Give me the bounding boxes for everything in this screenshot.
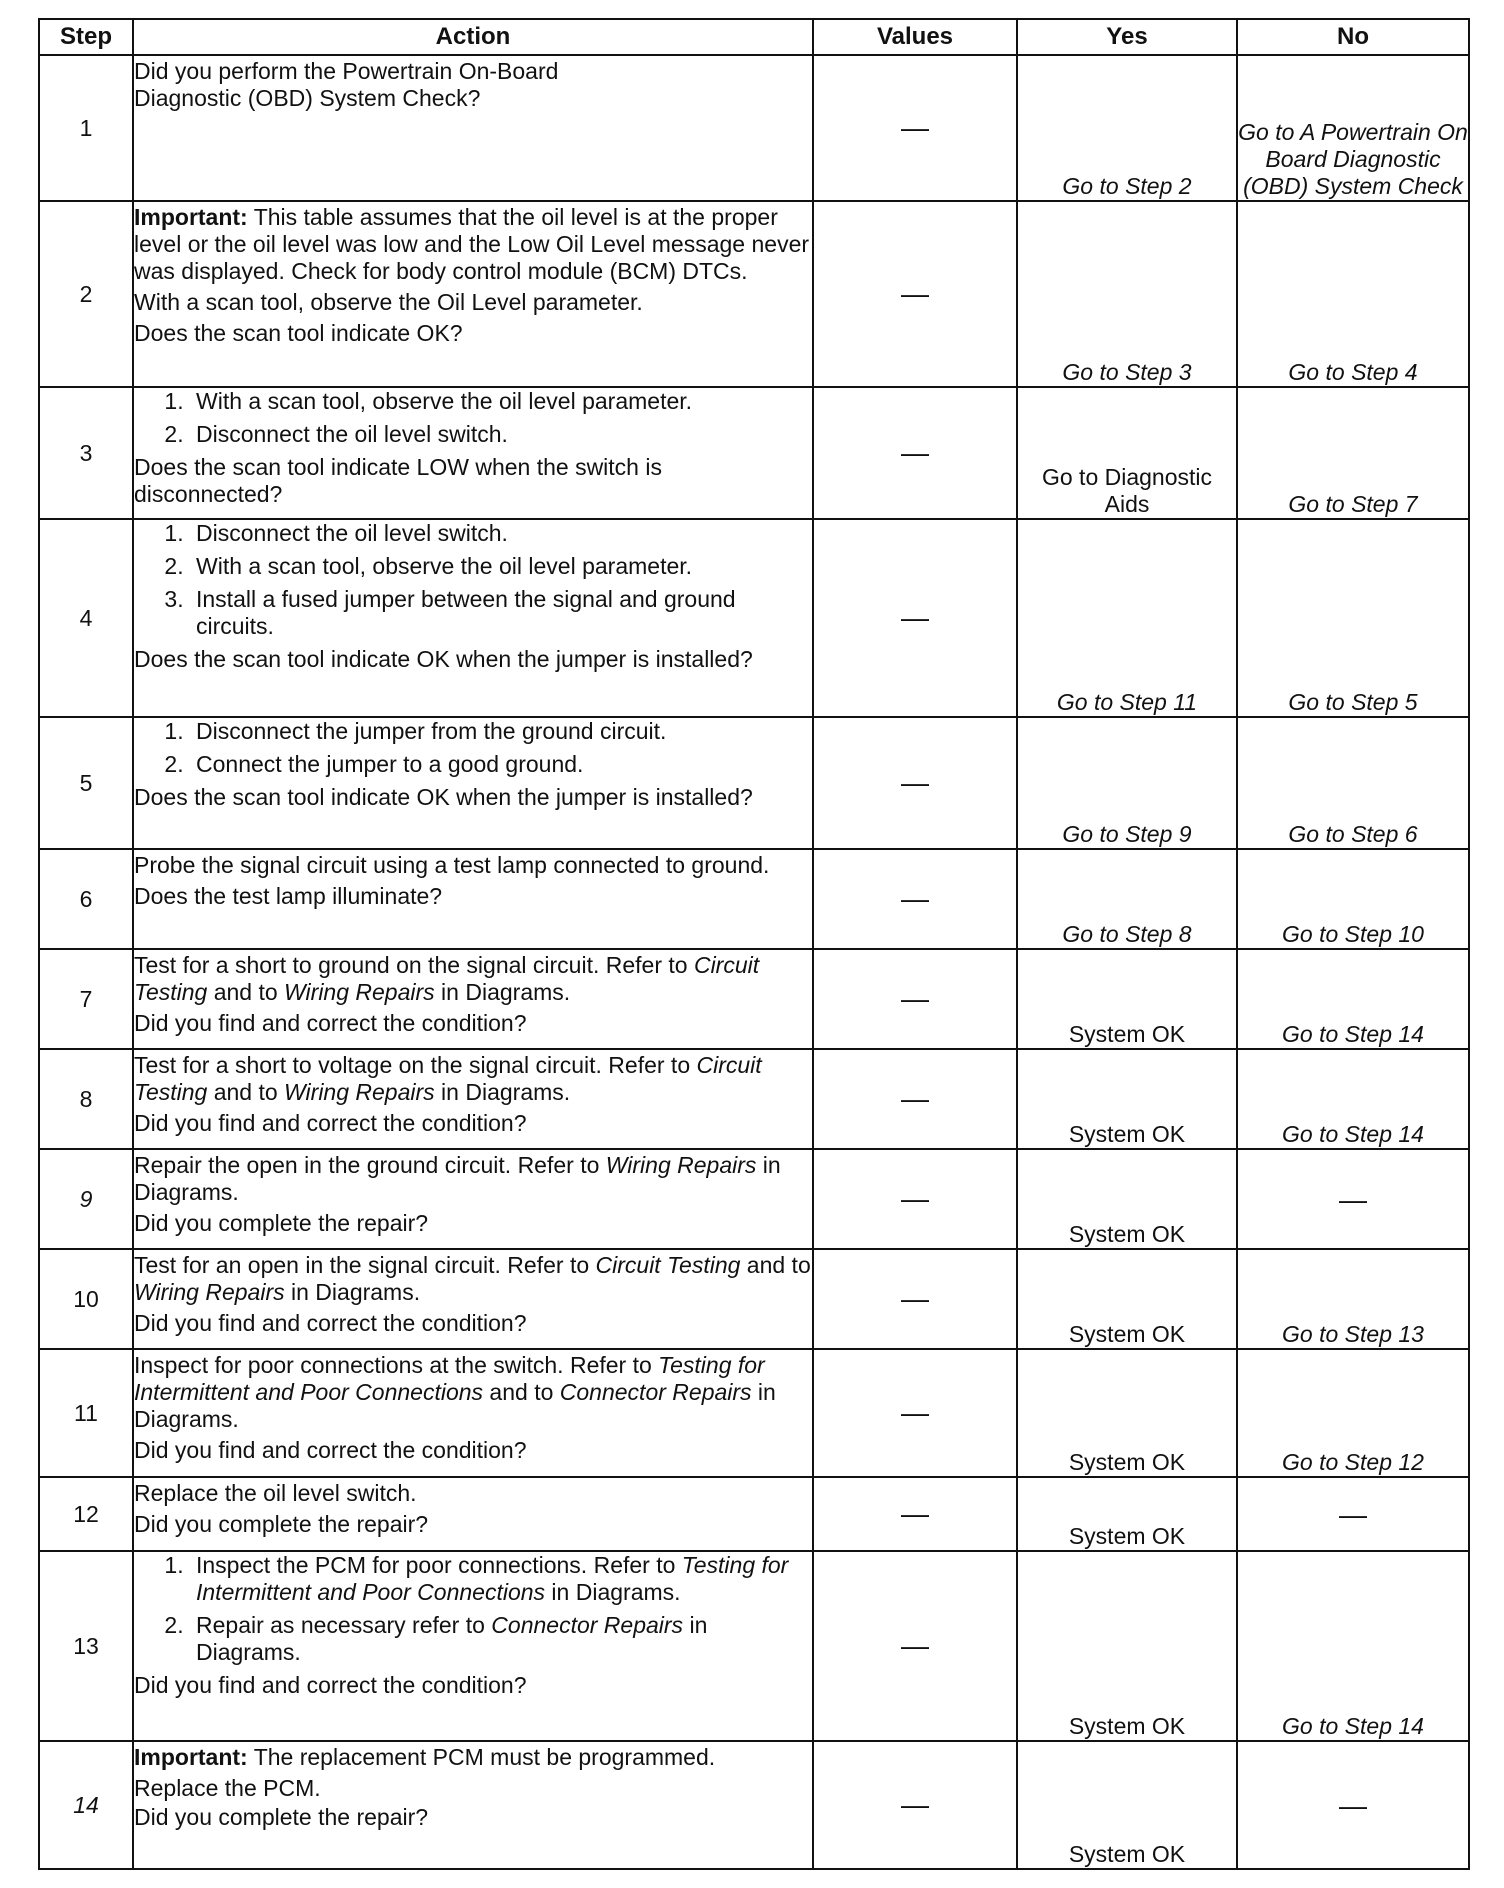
yes-cell: System OK bbox=[1017, 1049, 1237, 1149]
step-number: 9 bbox=[39, 1149, 133, 1249]
important-label: Important: bbox=[134, 204, 248, 230]
action-step-item: 1. Disconnect the oil level switch. bbox=[190, 520, 812, 547]
action-text bbox=[134, 952, 812, 1006]
table-row bbox=[39, 387, 1469, 519]
action-question: Did you find and correct the condition? bbox=[134, 1010, 527, 1036]
action-cell bbox=[133, 1477, 813, 1551]
action-step-item: 2. Disconnect the oil level switch. bbox=[190, 421, 812, 448]
step-number: 11 bbox=[39, 1349, 133, 1477]
yes-cell: Go to Step 3 bbox=[1017, 201, 1237, 387]
text-span: and to bbox=[740, 1252, 811, 1278]
table-row bbox=[39, 1349, 1469, 1477]
header-step: Step bbox=[39, 19, 133, 55]
no-cell: Go to Step 5 bbox=[1237, 519, 1469, 717]
text-span: in Diagrams. bbox=[284, 1279, 421, 1305]
reference: Wiring Repairs bbox=[605, 1152, 757, 1178]
reference: Wiring Repairs bbox=[134, 1279, 285, 1305]
reference: Testing for Intermittent and Poor Connections bbox=[196, 1552, 789, 1605]
table-row bbox=[39, 849, 1469, 949]
values-cell: — bbox=[813, 849, 1017, 949]
important-text: This table assumes that the oil level is at the proper level or the oil level was low and the Low Oil Level message never was displayed. Check for body control module (BCM) DTCs. bbox=[134, 204, 810, 284]
values-cell: — bbox=[813, 1349, 1017, 1477]
yes-cell: Go to Step 9 bbox=[1017, 717, 1237, 849]
step-number: 3 bbox=[39, 387, 133, 519]
action-text: Replace the PCM. bbox=[134, 1775, 321, 1801]
values-cell: — bbox=[813, 1249, 1017, 1349]
action-question: Did you find and correct the condition? bbox=[134, 1110, 527, 1136]
diagnostic-table bbox=[38, 18, 1470, 1870]
step-number: 7 bbox=[39, 949, 133, 1049]
action-text: With a scan tool, observe the Oil Level parameter. bbox=[134, 289, 643, 315]
values-cell: — bbox=[813, 519, 1017, 717]
action-step-item: 2. With a scan tool, observe the oil level parameter. bbox=[190, 553, 812, 580]
values-cell: — bbox=[813, 1477, 1017, 1551]
reference: Wiring Repairs bbox=[284, 1079, 435, 1105]
reference: Circuit Testing bbox=[134, 1052, 762, 1105]
reference: Wiring Repairs bbox=[284, 979, 435, 1005]
action-step-item bbox=[190, 1612, 812, 1666]
reference: Connector Repairs bbox=[559, 1379, 752, 1405]
action-cell bbox=[133, 201, 813, 387]
action-text: Replace the oil level switch. bbox=[134, 1480, 417, 1506]
step-number: 4 bbox=[39, 519, 133, 717]
action-step-item: 1. Disconnect the jumper from the ground circuit. bbox=[190, 718, 812, 745]
action-cell bbox=[133, 519, 813, 717]
header-action: Action bbox=[133, 19, 813, 55]
reference: Circuit Testing bbox=[134, 952, 760, 1005]
text-span: Inspect for poor connections at the switch. Refer to bbox=[134, 1352, 659, 1378]
header-row bbox=[39, 19, 1469, 55]
action-question: Did you find and correct the condition? bbox=[134, 1310, 527, 1336]
text-span: Inspect the PCM for poor connections. Refer to bbox=[196, 1552, 682, 1578]
yes-cell: System OK bbox=[1017, 1349, 1237, 1477]
values-cell: — bbox=[813, 387, 1017, 519]
action-question: Does the scan tool indicate OK when the jumper is installed? bbox=[134, 646, 753, 672]
step-number: 13 bbox=[39, 1551, 133, 1741]
action-text bbox=[134, 1152, 812, 1206]
no-cell: Go to Step 6 bbox=[1237, 717, 1469, 849]
reference: Testing for Intermittent and Poor Connections bbox=[134, 1352, 765, 1405]
yes-cell: Go to Step 2 bbox=[1017, 55, 1237, 201]
text-span: Test for a short to ground on the signal circuit. Refer to bbox=[134, 952, 694, 978]
yes-cell: Go to Diagnostic Aids bbox=[1017, 387, 1237, 519]
step-number: 1 bbox=[39, 55, 133, 201]
values-cell: — bbox=[813, 55, 1017, 201]
table-row bbox=[39, 1551, 1469, 1741]
action-question: Did you complete the repair? bbox=[134, 1804, 429, 1830]
table-row bbox=[39, 201, 1469, 387]
header-no: No bbox=[1237, 19, 1469, 55]
step-number: 2 bbox=[39, 201, 133, 387]
step-number: 10 bbox=[39, 1249, 133, 1349]
important-note bbox=[134, 1744, 812, 1771]
values-cell: — bbox=[813, 1149, 1017, 1249]
action-cell bbox=[133, 1149, 813, 1249]
action-step-item: 3. Install a fused jumper between the signal and ground circuits. bbox=[190, 586, 812, 640]
action-steps bbox=[134, 388, 812, 448]
step-number: 6 bbox=[39, 849, 133, 949]
action-cell bbox=[133, 717, 813, 849]
yes-cell: System OK bbox=[1017, 1149, 1237, 1249]
table-row bbox=[39, 519, 1469, 717]
text-span: in Diagrams. bbox=[434, 979, 571, 1005]
yes-cell: System OK bbox=[1017, 949, 1237, 1049]
text-span: Repair the open in the ground circuit. Refer to bbox=[134, 1152, 606, 1178]
no-cell: — bbox=[1237, 1477, 1469, 1551]
action-cell bbox=[133, 949, 813, 1049]
values-cell: — bbox=[813, 1741, 1017, 1869]
table-row bbox=[39, 1741, 1469, 1869]
yes-cell: System OK bbox=[1017, 1477, 1237, 1551]
action-text bbox=[134, 1052, 812, 1106]
action-cell bbox=[133, 55, 813, 201]
action-cell bbox=[133, 849, 813, 949]
action-question: Does the scan tool indicate OK when the jumper is installed? bbox=[134, 784, 753, 810]
no-cell: Go to Step 12 bbox=[1237, 1349, 1469, 1477]
yes-cell: System OK bbox=[1017, 1551, 1237, 1741]
values-cell: — bbox=[813, 1551, 1017, 1741]
action-question: Did you find and correct the condition? bbox=[134, 1672, 527, 1698]
table-row bbox=[39, 1149, 1469, 1249]
no-cell: Go to Step 14 bbox=[1237, 1049, 1469, 1149]
text-span: Test for an open in the signal circuit. Refer to bbox=[134, 1252, 596, 1278]
action-cell bbox=[133, 1551, 813, 1741]
no-cell: Go to Step 4 bbox=[1237, 201, 1469, 387]
table-row bbox=[39, 1477, 1469, 1551]
header-values: Values bbox=[813, 19, 1017, 55]
yes-cell: System OK bbox=[1017, 1741, 1237, 1869]
no-cell: Go to Step 14 bbox=[1237, 949, 1469, 1049]
action-cell bbox=[133, 1741, 813, 1869]
table-row bbox=[39, 949, 1469, 1049]
text-span: in Diagrams. bbox=[545, 1579, 681, 1605]
no-cell: Go to Step 10 bbox=[1237, 849, 1469, 949]
yes-cell: Go to Step 8 bbox=[1017, 849, 1237, 949]
reference: Circuit Testing bbox=[595, 1252, 741, 1278]
step-number: 12 bbox=[39, 1477, 133, 1551]
action-steps bbox=[134, 718, 812, 778]
no-cell: Go to Step 7 bbox=[1237, 387, 1469, 519]
action-step-item bbox=[190, 1552, 812, 1606]
values-cell: — bbox=[813, 201, 1017, 387]
text-span: in Diagrams. bbox=[196, 1612, 708, 1665]
important-note bbox=[134, 204, 812, 285]
text-span: in Diagrams. bbox=[134, 1379, 776, 1432]
text-span: in Diagrams. bbox=[434, 1079, 571, 1105]
step-number: 8 bbox=[39, 1049, 133, 1149]
no-cell: Go to A Powertrain On Board Diagnostic (OBD) System Check bbox=[1237, 55, 1469, 201]
action-step-item: 2. Connect the jumper to a good ground. bbox=[190, 751, 812, 778]
action-question: Did you find and correct the condition? bbox=[134, 1437, 527, 1463]
reference: Connector Repairs bbox=[491, 1612, 684, 1638]
action-text: Probe the signal circuit using a test lamp connected to ground. bbox=[134, 852, 770, 878]
no-cell: — bbox=[1237, 1741, 1469, 1869]
table-row bbox=[39, 55, 1469, 201]
text-span: Test for a short to voltage on the signal circuit. Refer to bbox=[134, 1052, 697, 1078]
text-span: and to bbox=[207, 1079, 285, 1105]
step-number: 14 bbox=[39, 1741, 133, 1869]
action-question: Did you complete the repair? bbox=[134, 1210, 429, 1236]
action-cell bbox=[133, 1349, 813, 1477]
action-question: Does the test lamp illuminate? bbox=[134, 883, 443, 909]
action-steps bbox=[134, 520, 812, 640]
no-cell: — bbox=[1237, 1149, 1469, 1249]
action-cell bbox=[133, 1249, 813, 1349]
header-yes: Yes bbox=[1017, 19, 1237, 55]
no-cell: Go to Step 14 bbox=[1237, 1551, 1469, 1741]
important-label: Important: bbox=[134, 1744, 248, 1770]
action-text bbox=[134, 1352, 812, 1433]
text-span: Repair as necessary refer to bbox=[196, 1612, 492, 1638]
important-text: The replacement PCM must be programmed. bbox=[247, 1744, 716, 1770]
no-cell: Go to Step 13 bbox=[1237, 1249, 1469, 1349]
action-question: Did you complete the repair? bbox=[134, 1511, 429, 1537]
text-span: and to bbox=[483, 1379, 560, 1405]
action-cell bbox=[133, 387, 813, 519]
values-cell: — bbox=[813, 1049, 1017, 1149]
text-span: in Diagrams. bbox=[134, 1152, 781, 1205]
table-row bbox=[39, 1249, 1469, 1349]
step-number: 5 bbox=[39, 717, 133, 849]
yes-cell: Go to Step 11 bbox=[1017, 519, 1237, 717]
action-cell bbox=[133, 1049, 813, 1149]
action-step-item: 1. With a scan tool, observe the oil level parameter. bbox=[190, 388, 812, 415]
text-span: and to bbox=[207, 979, 285, 1005]
table-row bbox=[39, 717, 1469, 849]
action-question: Does the scan tool indicate LOW when the switch is disconnected? bbox=[134, 454, 662, 507]
values-cell: — bbox=[813, 949, 1017, 1049]
values-cell: — bbox=[813, 717, 1017, 849]
action-question: Does the scan tool indicate OK? bbox=[134, 320, 463, 346]
action-steps bbox=[134, 1552, 812, 1666]
action-text bbox=[134, 1252, 812, 1306]
table-row bbox=[39, 1049, 1469, 1149]
action-text: Did you perform the Powertrain On-Board Diagnostic (OBD) System Check? bbox=[134, 58, 559, 111]
yes-cell: System OK bbox=[1017, 1249, 1237, 1349]
